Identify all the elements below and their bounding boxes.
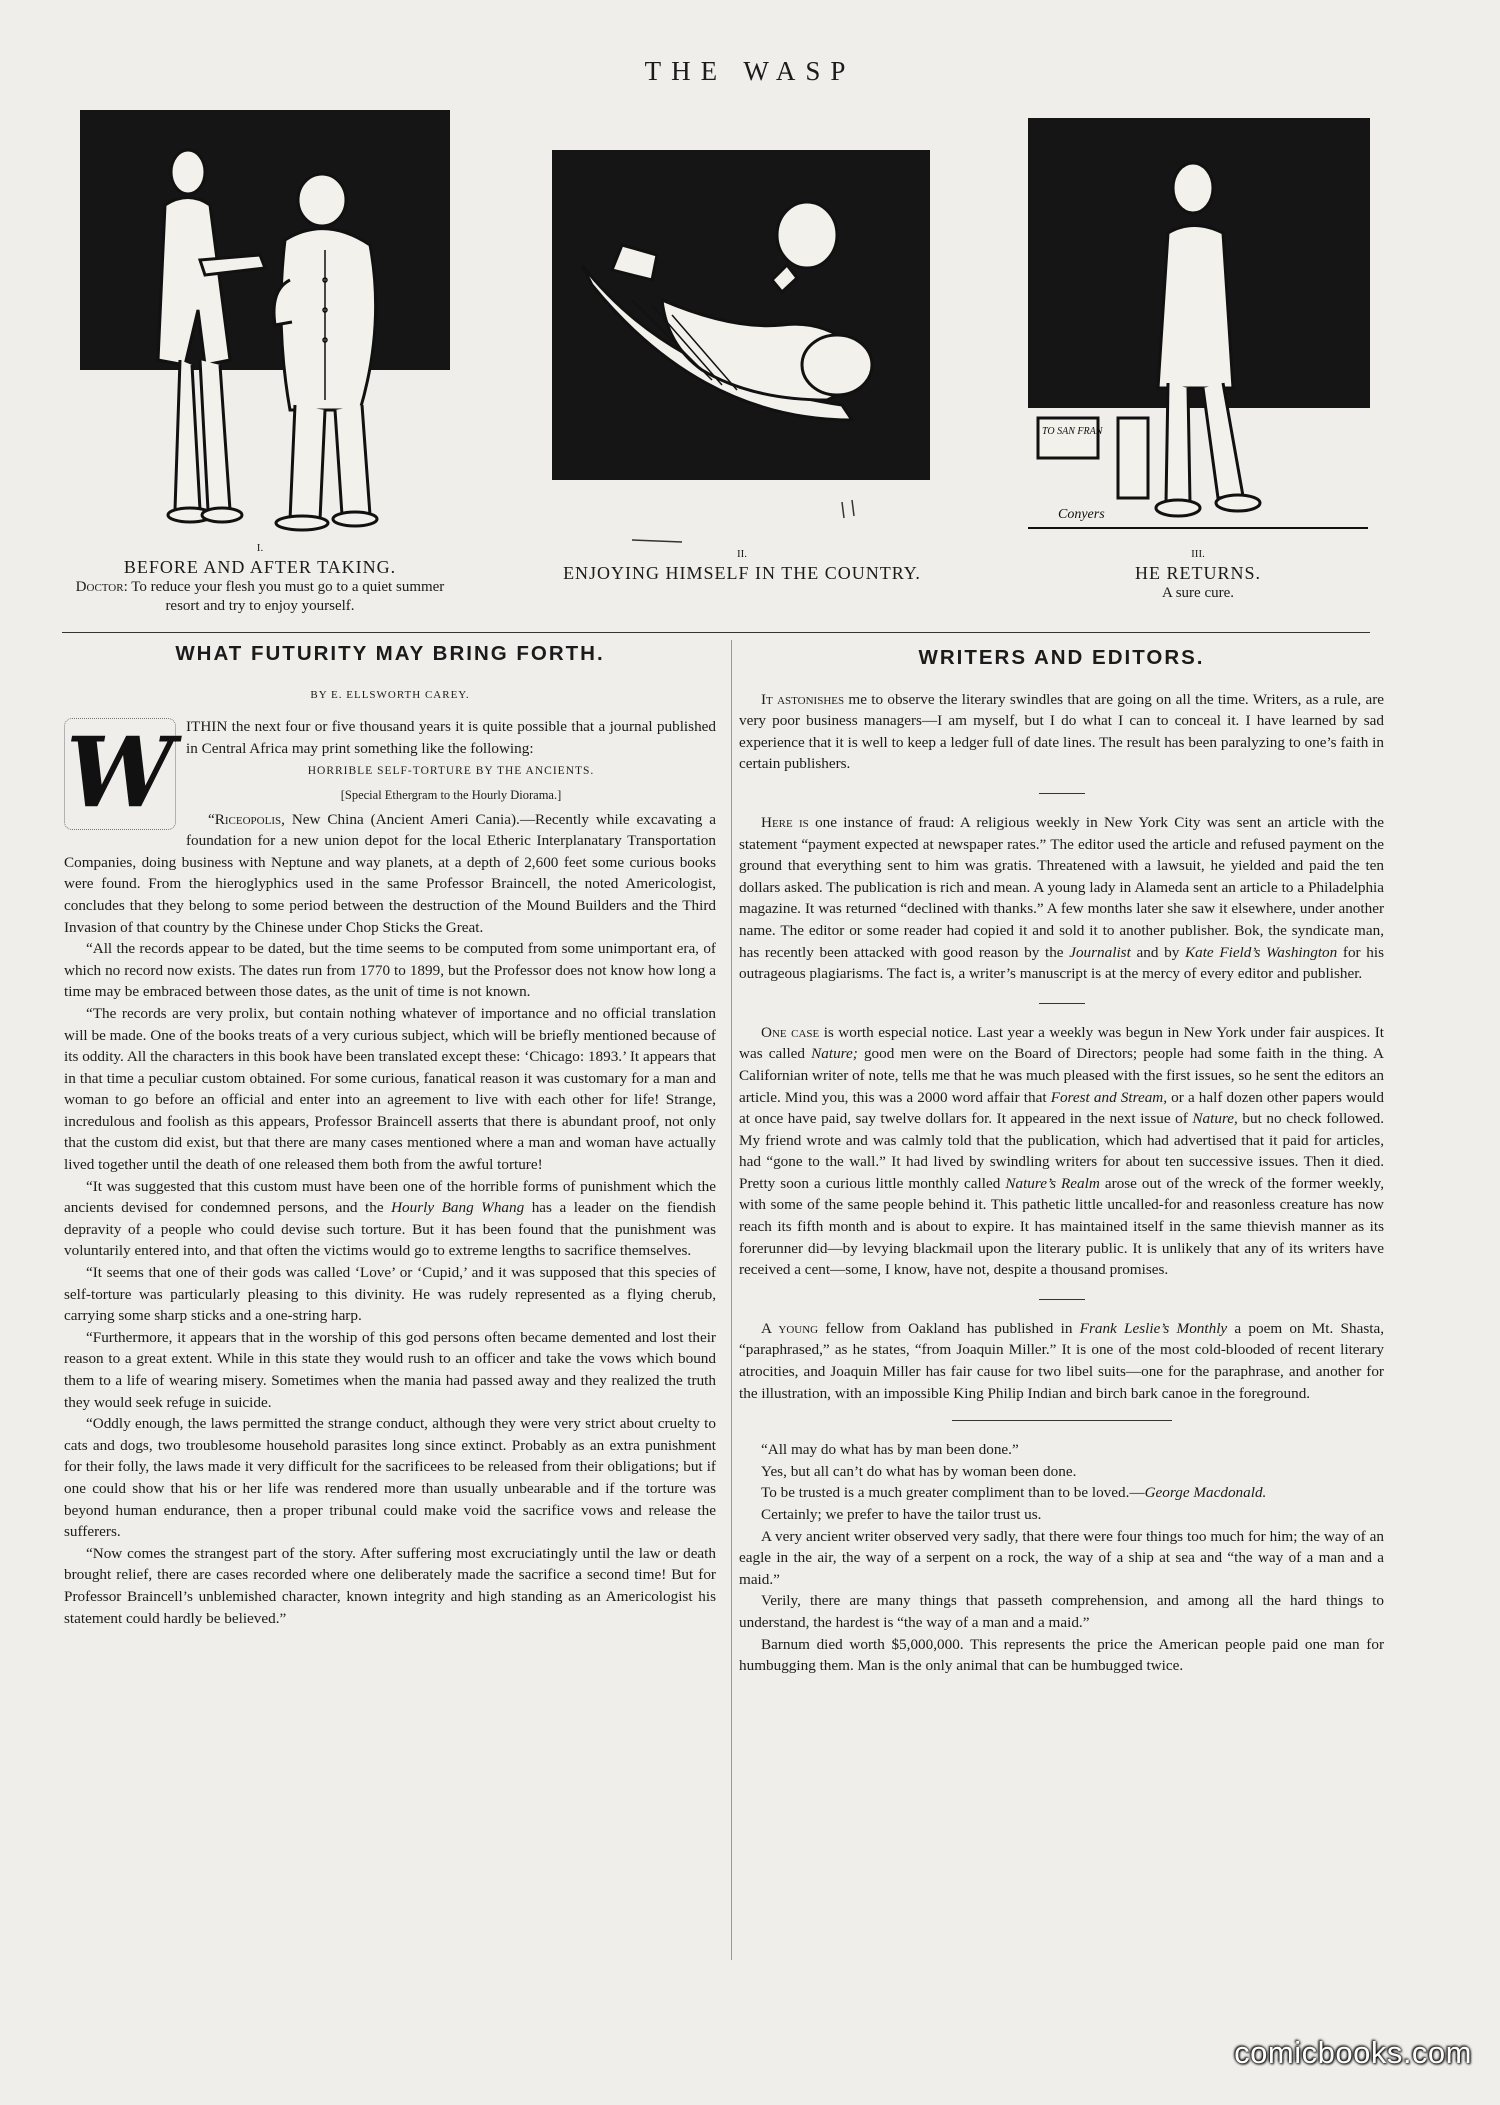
paragraph: Certainly; we prefer to have the tailor trust us. bbox=[761, 1506, 1042, 1523]
paragraph: “It seems that one of their gods was called ‘Love’ or ‘Cupid,’ and it was supposed that this species of self-torture was particularly pleasing to this divinity. He was rudely represented as a flying cherub, carrying some sharp sticks and a one-string harp. bbox=[64, 1264, 716, 1325]
paragraph: Here is one instance of fraud: A religious weekly in New York City was sent an article with the statement “payment expected at newspaper rates.” The editor used the article and refused payment on the ground that everything sent to him was gratis. Threatened with a lawsuit, he yielded and paid the ten dollars asked. The publication is rich and mean. A young lady in Alameda sent an article to a Philadelphia magazine. It was returned “declined with thanks.” A few months later she saw it elsewhere, under another name. The editor or some reader had copied it and sold it to another publisher. Bok, the syndicate man, has recently been attacked with good reason by the Journalist and by Kate Field’s Washington for his outrageous plagiarisms. The fact is, a writer’s manuscript is at the mercy of every editor and publisher. bbox=[739, 813, 1385, 983]
panel-3-number: III. bbox=[1191, 548, 1205, 560]
paragraph: “The records are very prolix, but contain nothing whatever of importance and no official translation will be made. One of the books treats of a very curious subject, which will be briefly mentioned because of its oddity. All the characters in this book have been translated except these: ‘Chicago: 1893.’ It appears that in that time a peculiar custom obtained. For some curious, fanatical reason it was customary for a man and woman to go before an official and enter into an agreement to live with each other for life! Strange, incredulous and foolish as this appears, Professor Braincell asserts that there is abundant proof, not only that the custom did exist, but that there are many cases mentioned where a man and woman have actually lived together until the death of one released them both from the awful torture! bbox=[64, 1004, 716, 1174]
short-rule bbox=[1039, 1003, 1085, 1004]
panel-1-number: I. bbox=[256, 542, 264, 554]
panel-2-illustration bbox=[552, 150, 942, 590]
site-watermark: comicbooks.com bbox=[1234, 2035, 1472, 2070]
panel-1-speaker: Doctor: bbox=[75, 579, 128, 596]
right-article bbox=[739, 647, 1384, 1677]
panel-2-caption bbox=[492, 548, 992, 584]
right-article-headline: WRITERS AND EDITORS. bbox=[918, 646, 1205, 669]
paragraph: “Oddly enough, the laws permitted the strange conduct, although they were very strict about cruelty to cats and dogs, two troublesome household parasites long since extinct. Probably as an extra punishment for their folly, the laws made it very difficult for the sacrificees to be released from their obligations; but if one could show that his or her life was rendered more than usually unbearable and if the torture was beyond human endurance, then a proper tribunal could make void the sacrifice vows and release the sufferers. bbox=[64, 1415, 716, 1541]
cartoon-panel-3 bbox=[1028, 118, 1388, 618]
panel-3-text: A sure cure. bbox=[1161, 585, 1235, 602]
paragraph: To be trusted is a much greater compliment than to be loved.—George Macdonald. bbox=[761, 1484, 1267, 1502]
panel-1-title: BEFORE AND AFTER TAKING. bbox=[123, 556, 397, 577]
short-rule bbox=[1039, 793, 1085, 794]
panel-1-text: To reduce your flesh you must go to a quiet summer resort and try to enjoy yourself. bbox=[131, 579, 445, 614]
panel-2-title: ENJOYING HIMSELF IN THE COUNTRY. bbox=[563, 562, 921, 583]
left-article-byline: BY E. ELLSWORTH CAREY. bbox=[310, 688, 470, 701]
short-rule bbox=[1039, 1299, 1085, 1300]
paragraph: A very ancient writer observed very sadly, that there were four things too much for him; the way of an eagle in the air, the way of a serpent on a rock, the way of a ship at sea and “the way of a man and a maid.” bbox=[739, 1527, 1384, 1588]
paragraph: “All may do what has by man been done.” bbox=[761, 1441, 1019, 1459]
paragraph: “It was suggested that this custom must have been one of the horrible forms of punishment which the ancients devised for condemned persons, and the Hourly Bang Whang has a leader on the fiendish depravity of a people who could devise such torture. But it has been found that the punishment was voluntarily entered into, and that often the victims would go to extreme lengths to sacrifice themselves. bbox=[64, 1177, 716, 1260]
paragraph: It astonishes me to observe the literary swindles that are going on all the time. Writers, as a rule, are very poor business managers—I am myself, but I do what I can to conceal it. I have learned by sad experience that it is well to keep a ledger full of date lines. The result has been paralyzing to one’s faith in certain publishers. bbox=[739, 690, 1384, 773]
panel-3-caption bbox=[1018, 548, 1378, 603]
left-article-intro: ITHIN the next four or five thousand years it is quite possible that a journal published in Central Africa may print something like the following: bbox=[186, 718, 716, 757]
left-article-subhead: HORRIBLE SELF-TORTURE BY THE ANCIENTS. bbox=[307, 765, 595, 778]
paragraph: Barnum died worth $5,000,000. This represents the price the American people paid one man for humbugging them. Man is the only animal that can be humbugged twice. bbox=[739, 1635, 1384, 1675]
artist-signature: Conyers bbox=[1058, 507, 1105, 522]
drop-cap: W bbox=[64, 718, 176, 830]
paragraph: “Riceopolis, New China (Ancient Ameri Cania).—Recently while excavating a foundation for a new union depot for the local Etheric Interplanatary Transportation Companies, doing business with Neptune and way planets, at a depth of 2,600 feet some curious books were found. From the hieroglyphics used in the same Professor Braincell, the noted Americologist, concludes that they belong to some period between the destruction of the Mound Builders and the Third Invasion of that country by the Chinese under Chop Sticks the Great. bbox=[64, 810, 716, 936]
paragraph: Yes, but all can’t do what has by woman been done. bbox=[761, 1462, 1077, 1480]
long-rule bbox=[952, 1420, 1172, 1421]
panel-1-illustration bbox=[80, 110, 460, 550]
paragraph: “All the records appear to be dated, but the time seems to be computed from some unimportant era, of which no record now exists. The dates run from 1770 to 1899, but the Professor does not know how long a time may be embraced between those dates, as the unit of time is not known. bbox=[64, 940, 716, 1001]
left-article-dispatch: [Special Ethergram to the Hourly Diorama.] bbox=[340, 787, 562, 802]
panel-2-number: II. bbox=[736, 548, 748, 560]
cartoon-panel-1 bbox=[75, 110, 460, 614]
panel-3-title: HE RETURNS. bbox=[1134, 562, 1261, 583]
cartoon-panel-2 bbox=[552, 150, 942, 590]
left-article bbox=[64, 643, 716, 1629]
paragraph: Verily, there are many things that passeth comprehension, and among all the hard things to understand, the hardest is “the way of a man and a maid.” bbox=[739, 1592, 1384, 1631]
masthead-title: THE WASP bbox=[644, 56, 856, 86]
paragraph: “Now comes the strangest part of the story. After suffering most excruciatingly until the law or death brought relief, there are cases recorded where one deliberately made the sacrifice a second time! But for Professor Braincell’s unblemished character, known integrity and high standing as an Americologist his statement could hardly be believed.” bbox=[64, 1544, 716, 1627]
section-divider bbox=[62, 632, 1370, 633]
panel-1-caption bbox=[65, 542, 455, 616]
luggage-label: TO SAN FRAN bbox=[1042, 426, 1103, 437]
paragraph: A young fellow from Oakland has published in Frank Leslie’s Monthly a poem on Mt. Shasta, “paraphrased,” as he states, “from Joaquin Miller.” It is one of the most cold-blooded of recent literary atrocities, and Joaquin Miller has fair cause for two libel suits—one for the paraphrase, and another for the illustration, with an impossible King Philip Indian and birch bark canoe in the foreground. bbox=[739, 1319, 1385, 1402]
left-article-headline: WHAT FUTURITY MAY BRING FORTH. bbox=[175, 642, 605, 665]
column-divider bbox=[731, 640, 732, 1960]
paragraph: “Furthermore, it appears that in the worship of this god persons often became demented and lost their reason to a great extent. While in this state they would rush to an officer and take the vows which bound them to a life of wearing misery. Sometimes when the mania had passed away and they realized the truth they would seek refuge in suicide. bbox=[64, 1328, 716, 1411]
panel-3-illustration bbox=[1028, 118, 1388, 538]
paragraph: One case is worth especial notice. Last year a weekly was begun in New York under fair auspices. It was called Nature; good men were on the Board of Directors; people had some faith in the thing. A Californian writer of note, tells me that he was much pleased with the first issues, so he sent the editors an article. Mind you, this was a 2000 word affair that Forest and Stream, or a half dozen other papers would at once have paid, say twelve dollars for. It appeared in the next issue of Nature, but no check followed. My friend wrote and was calmly told that the publication, which had advertised that it paid for articles, had “gone to the wall.” It had lived by swindling writers for about ten successive issues. Then it died. Pretty soon a curious little monthly called Nature’s Realm arose out of the wreck of the former weekly, with some of the same people behind it. This pathetic little uncalled-for and reasonless creature has now reach its fifth month and is about to expire. It has maintained itself in the same thievish manner as its forerunner did—by levying blackmail upon the literary public. It is unlikely that any of its writers have received a cent—some, I know, have not, despite a thousand promises. bbox=[739, 1023, 1385, 1279]
